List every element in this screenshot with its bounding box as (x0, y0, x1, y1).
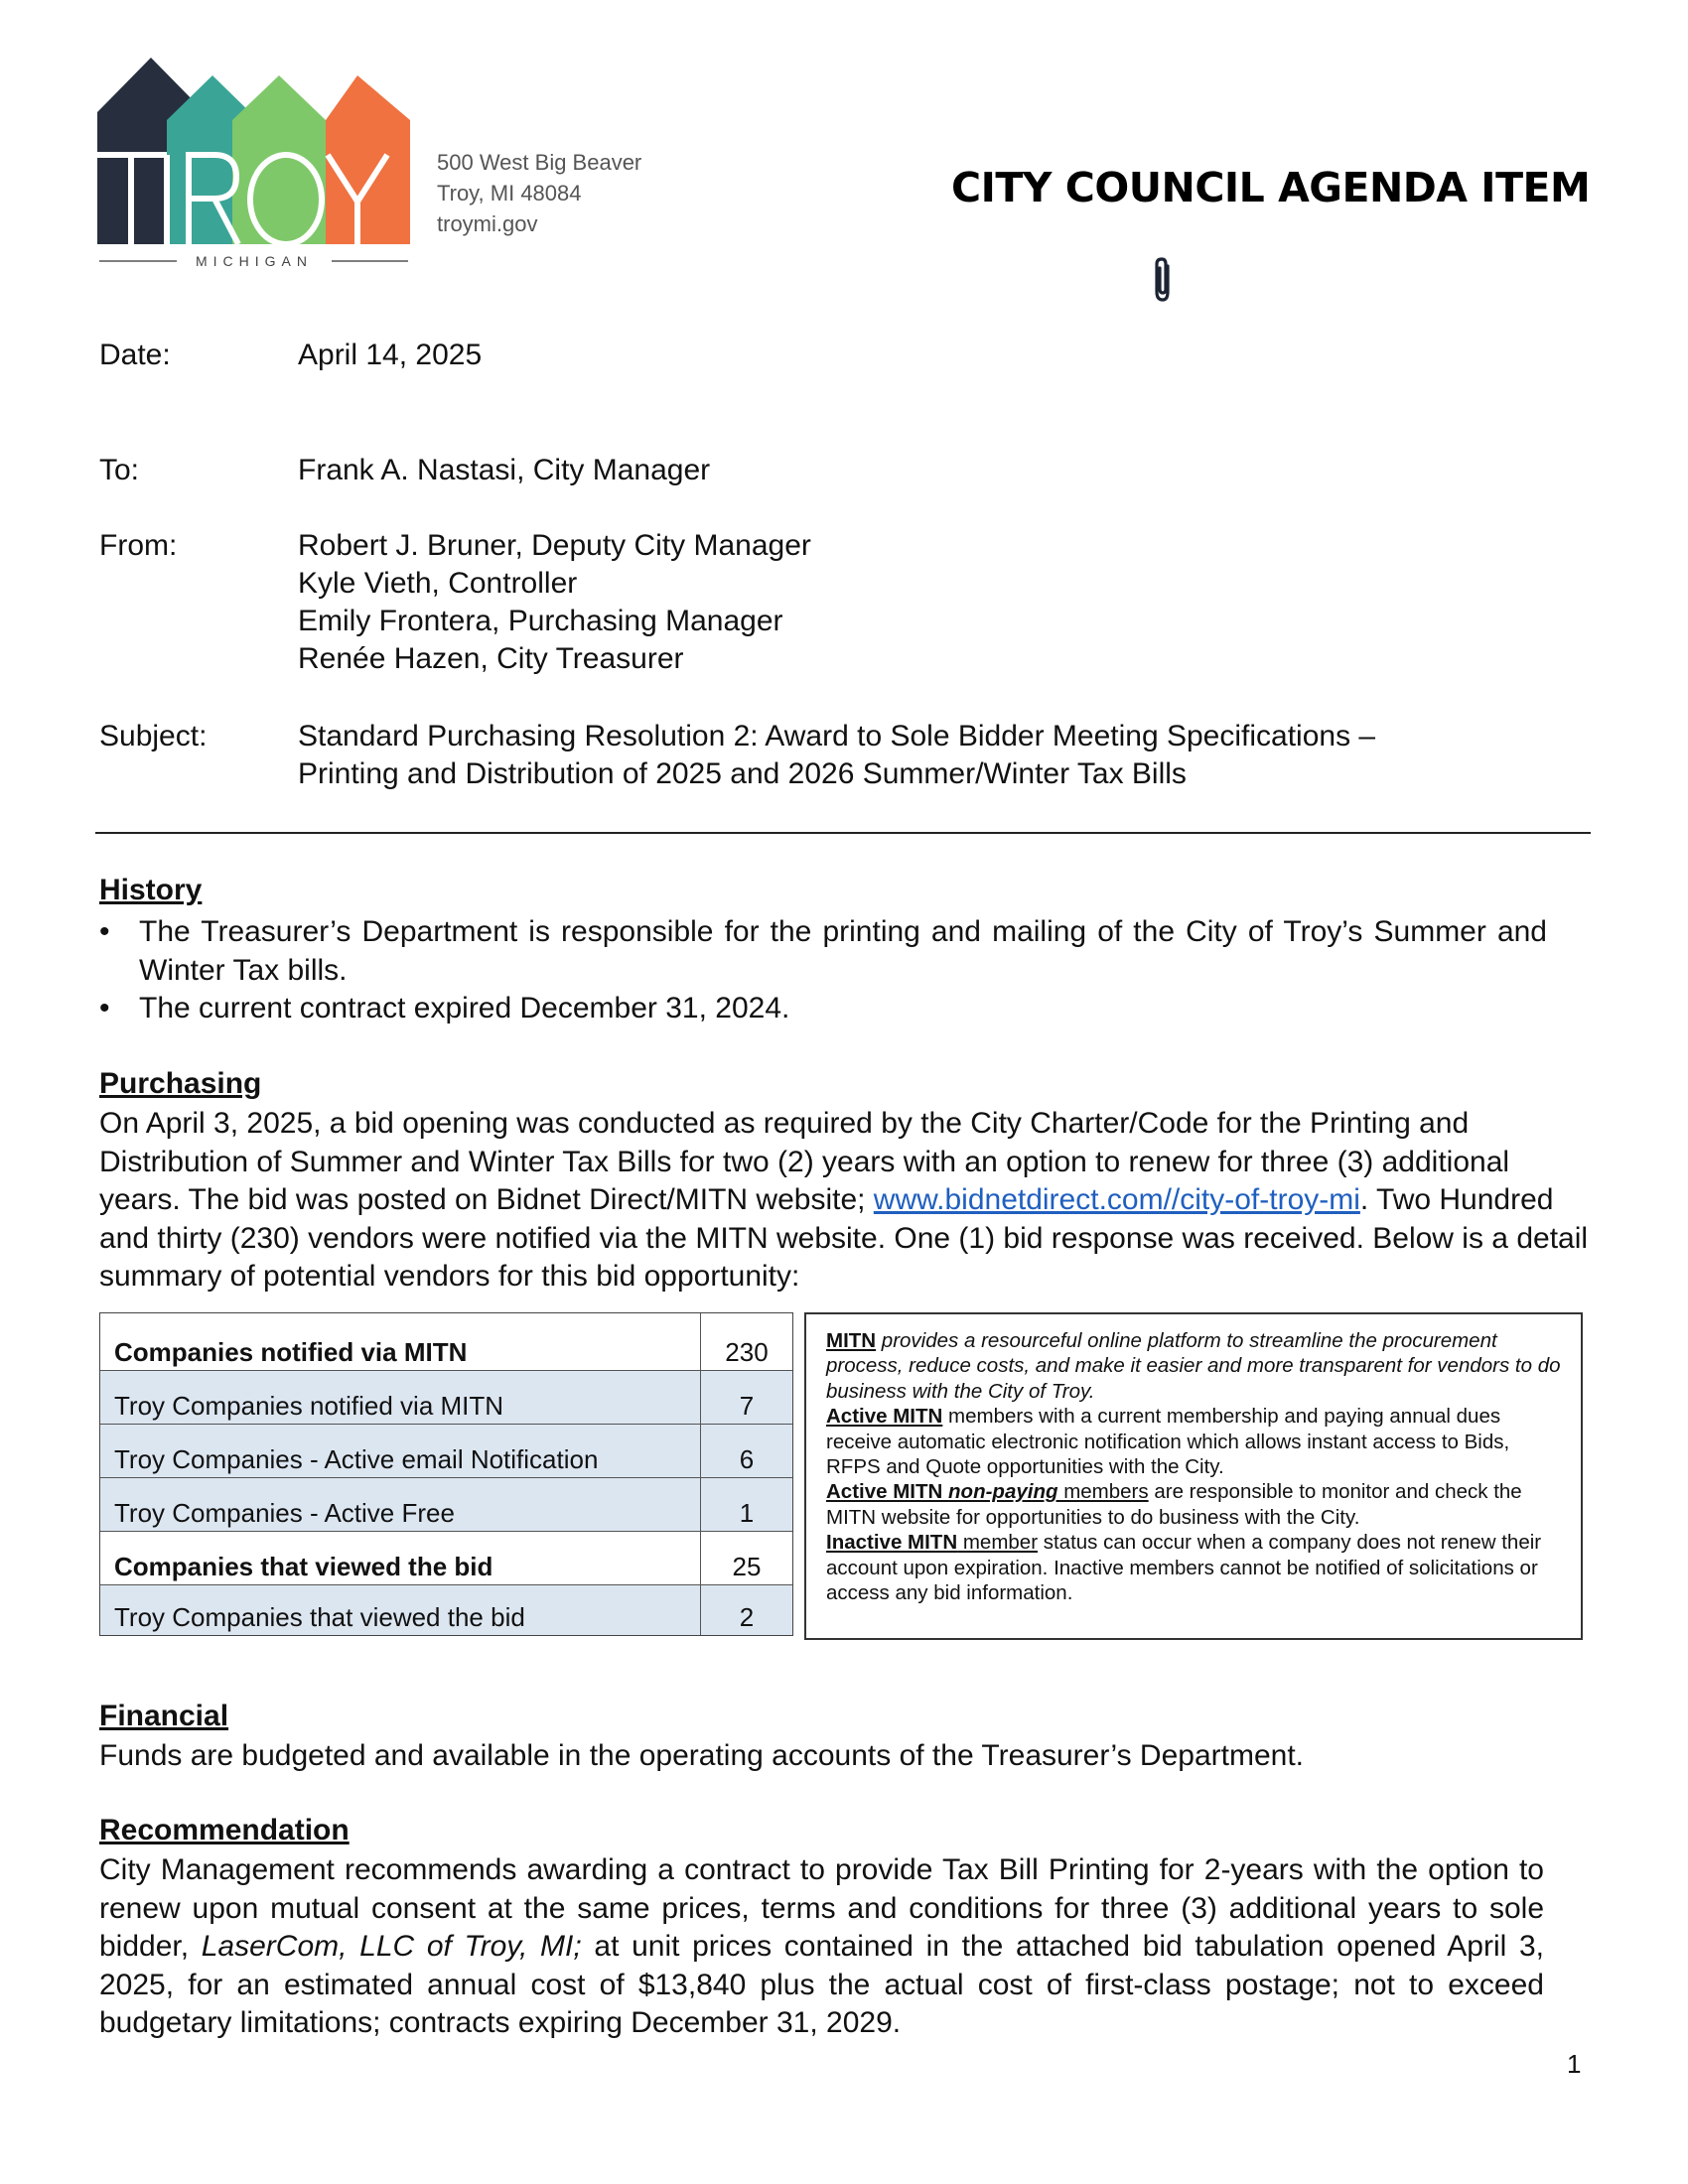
document-title: CITY COUNCIL AGENDA ITEM (951, 164, 1591, 211)
mitn-term: MITN (826, 1329, 877, 1352)
header-divider (95, 832, 1591, 834)
from-label: From: (99, 529, 178, 562)
date-value: April 14, 2025 (298, 339, 483, 371)
recommendation-text: City Management recommends awarding a contract to provide Tax Bill Printing for 2-years with the option to renew upon mutual consent at the same prices, terms and conditions for three (3) additional years to sole bidder, (99, 1853, 1544, 1963)
page-number: 1 (1567, 2049, 1582, 2079)
table-row-value: 25 (732, 1552, 762, 1581)
table-row (100, 1532, 792, 1585)
table-row-value: 2 (739, 1602, 755, 1632)
table-row-label: Companies that viewed the bid (100, 1532, 701, 1584)
history-bullet: • The Treasurer’s Department is responsible for the printing and mailing of the City of Troy’s Summer and Winter Tax bills. (99, 913, 1547, 990)
mitn-term: non-paying (948, 1480, 1058, 1504)
mitn-description: are responsible to monitor and check the MITN website for opportunities to do business with the City. (826, 1480, 1522, 1529)
bidnet-link[interactable]: www.bidnetdirect.com//city-of-troy-mi (873, 1183, 1360, 1216)
subject-line: Printing and Distribution of 2025 and 2026 Summer/Winter Tax Bills (298, 757, 1187, 790)
subject-label: Subject: (99, 720, 208, 752)
table-row-label: Troy Companies - Active email Notification (100, 1425, 701, 1477)
purchasing-paragraph (99, 1105, 1589, 1297)
subject-line: Standard Purchasing Resolution 2: Award to Sole Bidder Meeting Specifications – (298, 720, 1376, 752)
mitn-paragraph (826, 1479, 1563, 1530)
recommendation-paragraph (99, 1851, 1544, 2043)
table-row (100, 1425, 792, 1478)
mitn-term: Active MITN (826, 1405, 943, 1429)
mitn-paragraph (826, 1530, 1563, 1605)
table-row (100, 1478, 792, 1532)
table-row-value: 230 (725, 1337, 769, 1367)
mitn-term: Inactive MITN (826, 1531, 958, 1555)
purchasing-heading: Purchasing (99, 1067, 262, 1100)
table-row (100, 1585, 792, 1635)
table-row-value: 7 (739, 1391, 755, 1421)
table-row-value: 1 (739, 1498, 755, 1528)
mitn-paragraph (826, 1328, 1563, 1404)
from-person: Robert J. Bruner, Deputy City Manager (298, 529, 811, 562)
history-heading: History (99, 874, 203, 906)
mitn-term: Active MITN (826, 1480, 949, 1504)
financial-heading: Financial (99, 1700, 229, 1732)
table-row-label: Troy Companies - Active Free (100, 1478, 701, 1531)
purchasing-text: On April 3, 2025, a bid opening was conducted as required by the City Charter/Code for the Printing and Distribution of Summer and Winter Tax Bills for two (2) years with an option to renew for three (3) additional years. The bid was posted on Bidnet Direct/MITN website; (99, 1107, 1510, 1216)
to-value: Frank A. Nastasi, City Manager (298, 454, 711, 486)
from-person: Kyle Vieth, Controller (298, 567, 578, 600)
history-section (99, 913, 1547, 1028)
table-row-label: Troy Companies notified via MITN (100, 1371, 701, 1424)
paperclip-icon[interactable] (1152, 256, 1176, 304)
from-list (298, 527, 811, 678)
mitn-paragraph (826, 1404, 1563, 1479)
subject-value (298, 718, 1375, 793)
mitn-term: member (957, 1531, 1039, 1555)
city-address (437, 147, 641, 239)
financial-text: Funds are budgeted and available in the operating accounts of the Treasurer’s Department. (99, 1739, 1304, 1772)
vendor-summary-table (99, 1312, 793, 1636)
table-row-label: Troy Companies that viewed the bid (100, 1585, 701, 1635)
mitn-description: provides a resourceful online platform to streamline the procurement process, reduce costs, and make it easier and more transparent for vendors to do business with the City of Troy. (826, 1329, 1561, 1403)
address-line: 500 West Big Beaver (437, 150, 642, 175)
troy-michigan-logo (97, 58, 410, 271)
table-row (100, 1371, 792, 1425)
table-row (100, 1313, 792, 1371)
to-label: To: (99, 454, 140, 486)
mitn-description: status can occur when a company does not renew their account upon expiration. Inactive members cannot be notified of solicitations or access any bid information. (826, 1531, 1542, 1605)
address-website: troymi.gov (437, 211, 538, 236)
mitn-term: members (1057, 1480, 1149, 1504)
logo-state-text: MICHIGAN (196, 253, 313, 269)
table-row-value: 6 (739, 1444, 755, 1474)
table-row-label: Companies notified via MITN (100, 1313, 701, 1370)
from-person: Renée Hazen, City Treasurer (298, 642, 684, 675)
mitn-description: members with a current membership and paying annual dues receive automatic electronic notification which allows instant access to Bids, RFPS and Quote opportunities with the City. (826, 1405, 1510, 1479)
sole-bidder-name: LaserCom, LLC of Troy, MI; (201, 1930, 582, 1963)
address-line: Troy, MI 48084 (437, 181, 582, 205)
recommendation-heading: Recommendation (99, 1814, 350, 1846)
history-bullet: • The current contract expired December 31, 2024. (99, 990, 1547, 1028)
from-person: Emily Frontera, Purchasing Manager (298, 605, 783, 637)
recommendation-text-cont: at unit prices contained in the attached bid tabulation opened April 3, 2025, for an estimated annual cost of $13,840 plus the actual cost of first-class postage; not to exceed budgetary limitations; contracts expiring December 31, 2029. (99, 1930, 1544, 2039)
purchasing-text-cont: . Two Hundred and thirty (230) vendors were notified via the MITN website. One (1) bid response was received. Below is a detail summary of potential vendors for this bid opportunity: (99, 1183, 1589, 1293)
date-label: Date: (99, 339, 171, 371)
mitn-info-box (804, 1312, 1583, 1640)
